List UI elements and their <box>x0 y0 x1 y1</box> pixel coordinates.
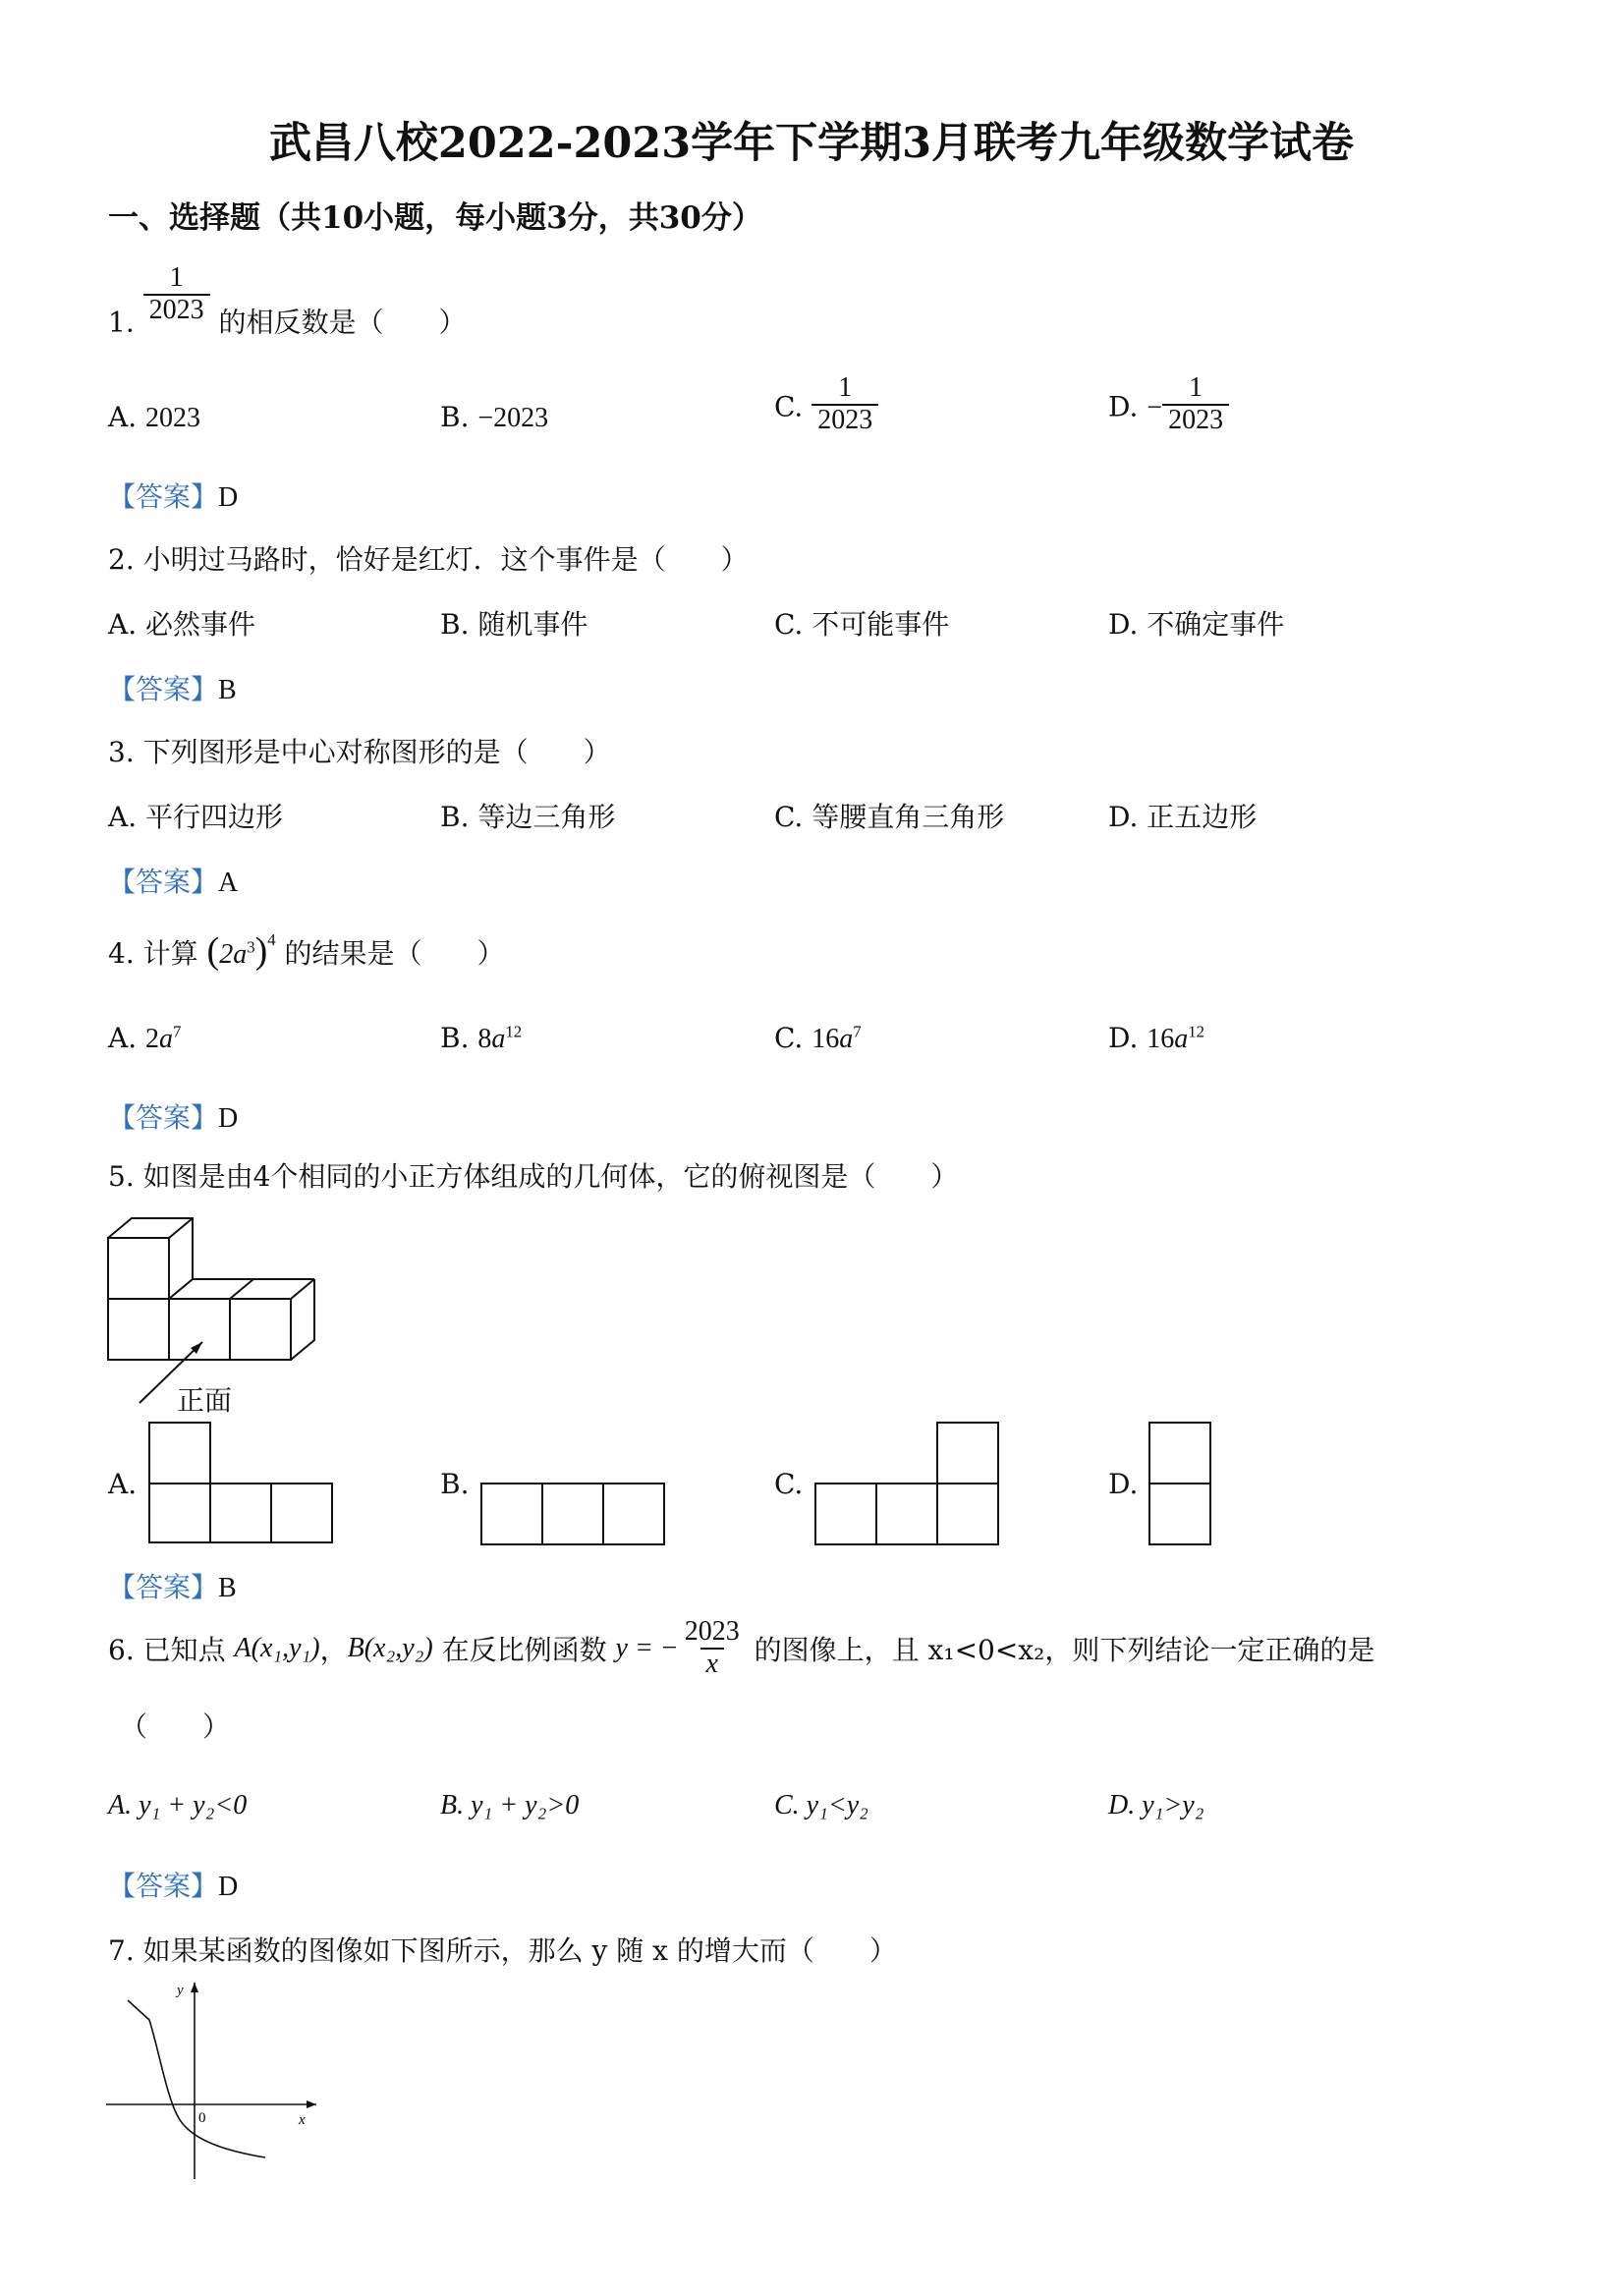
option-a-figure <box>147 1421 338 1544</box>
question-1: 1. $\frac{1}{2023}$ 的相反数是（ ） <box>108 262 467 339</box>
option-b-figure <box>479 1482 668 1546</box>
answer-6: 【答案】D <box>108 1870 239 1902</box>
question-5: 5. 如图是由4个相同的小正方体组成的几何体，它的俯视图是（ ） <box>108 1160 959 1193</box>
option-c: C. $\frac{1}{2023}$ <box>774 373 878 436</box>
y-axis-label: y <box>177 1983 184 1998</box>
option-d: D. <box>1108 1468 1139 1500</box>
option-a: A. y₁ + y₂<0 <box>108 1790 248 1820</box>
option-b: B. 随机事件 <box>440 608 588 641</box>
front-label: 正面 <box>177 1384 233 1417</box>
option-b: B. −2023 <box>440 401 549 433</box>
option-c: C. 不可能事件 <box>774 608 950 641</box>
solid-figure <box>98 1208 324 1405</box>
question-2: 2. 小明过马路时，恰好是红灯．这个事件是（ ） <box>108 543 749 576</box>
option-b: B. y₁ + y₂>0 <box>440 1790 580 1820</box>
option-d: D. 正五边形 <box>1108 801 1258 833</box>
option-b: B. <box>440 1468 470 1500</box>
option-a: A. <box>108 1468 138 1500</box>
option-a: A. 平行四边形 <box>108 801 284 833</box>
answer-blank: （ ） <box>120 1710 231 1743</box>
option-b: B. $8a^{12}$ <box>440 1022 523 1054</box>
option-a: A. $2a^7$ <box>108 1022 182 1054</box>
answer-3: 【答案】A <box>108 866 239 898</box>
question-3: 3. 下列图形是中心对称图形的是（ ） <box>108 736 611 768</box>
origin-label: 0 <box>198 2110 206 2126</box>
question-4: 4. 计算 $(2a^3)^4$ 的结果是（ ） <box>108 930 505 972</box>
option-d: D. $16a^{12}$ <box>1108 1022 1205 1054</box>
option-d: D. 不确定事件 <box>1108 608 1285 641</box>
option-c: C. y₁<y₂ <box>774 1790 868 1820</box>
answer-1: 【答案】D <box>108 480 239 513</box>
answer-2: 【答案】B <box>108 673 237 705</box>
option-b: B. 等边三角形 <box>440 801 616 833</box>
x-axis-label: x <box>299 2112 306 2128</box>
function-graph <box>102 1977 328 2183</box>
fraction: $\frac{1}{2023}$ <box>143 263 210 326</box>
option-d: D. − $\frac{1}{2023}$ <box>1108 373 1229 436</box>
answer-4: 【答案】D <box>108 1101 239 1134</box>
section-heading: 一、选择题（共10小题，每小题3分，共30分） <box>108 200 762 236</box>
question-7: 7. 如果某函数的图像如下图所示，那么 y 随 x 的增大而（ ） <box>108 1934 897 1967</box>
option-c: C. $16a^7$ <box>774 1022 862 1054</box>
answer-5: 【答案】B <box>108 1571 237 1603</box>
option-a: A. 必然事件 <box>108 608 256 641</box>
option-d-figure <box>1147 1421 1214 1546</box>
option-c: C. <box>774 1468 804 1500</box>
option-c-figure <box>813 1421 1004 1546</box>
question-6: 6. 已知点 A(x₁,y₁)，B(x₂,y₂) 在反比例函数 y = − $\frac{2023}{x}$ 的图像上，且 x₁<0<x₂，则下列结论一定正确的是 <box>108 1616 1375 1679</box>
option-a: A. 2023 <box>108 401 201 433</box>
option-d: D. y₁>y₂ <box>1108 1790 1204 1820</box>
page-title: 武昌八校2022-2023学年下学期3月联考九年级数学试卷 <box>268 119 1355 168</box>
option-c: C. 等腰直角三角形 <box>774 801 1005 833</box>
